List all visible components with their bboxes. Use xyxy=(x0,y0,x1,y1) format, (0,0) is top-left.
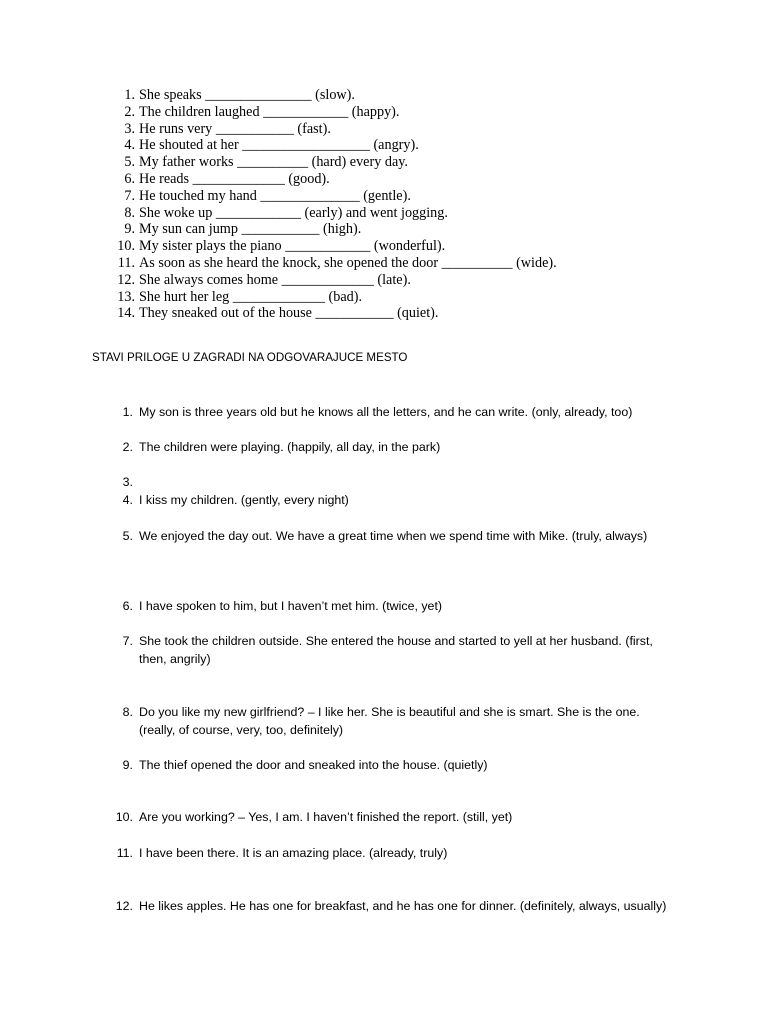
item-number: 6. xyxy=(124,170,135,187)
item-number: 1. xyxy=(124,87,135,103)
item-text: The children laughed ____________ (happy). xyxy=(139,103,400,120)
item-number: 10. xyxy=(117,238,135,255)
item-text: She hurt her leg _____________ (bad). xyxy=(139,288,363,305)
item-text: I kiss my children. (gently, every night) xyxy=(139,493,349,507)
item-number: 2. xyxy=(122,440,133,454)
item-text: She always comes home _____________ (late). xyxy=(139,271,411,288)
item-number: 8. xyxy=(124,204,135,221)
item-text: She speaks _______________ (slow). xyxy=(139,87,355,103)
item-number: 4. xyxy=(122,493,133,507)
item-number: 5. xyxy=(122,529,133,543)
item-text: Do you like my new girlfriend? – I like her. She is beautiful and she is smart. She is the one. (really, of course, very, too, definitely) xyxy=(139,705,640,737)
item-number: 9. xyxy=(122,758,133,772)
item-number: 4. xyxy=(124,137,135,154)
item-text: I have spoken to him, but I haven’t met him. (twice, yet) xyxy=(139,599,443,613)
item-number: 12. xyxy=(115,899,133,913)
item-number: 2. xyxy=(124,103,135,120)
item-text: He likes apples. He has one for breakfast, and he has one for dinner. (definitely, always, usually) xyxy=(139,899,667,913)
item-number: 1. xyxy=(122,405,133,419)
item-number: 14. xyxy=(117,305,135,322)
item-text: I have been there. It is an amazing place. (already, truly) xyxy=(139,846,448,860)
item-text: Are you working? – Yes, I am. I haven’t finished the report. (still, yet) xyxy=(139,810,513,824)
item-number: 5. xyxy=(124,154,135,171)
item-number: 10. xyxy=(115,810,133,824)
item-text: He touched my hand ______________ (gentle). xyxy=(139,187,411,204)
item-text: The thief opened the door and sneaked into the house. (quietly) xyxy=(139,758,488,772)
exercise-2-heading: STAVI PRILOGE U ZAGRADI NA ODGOVARAJUCE MESTO xyxy=(92,351,408,364)
item-text: My father works __________ (hard) every day. xyxy=(139,154,408,171)
item-number: 7. xyxy=(124,187,135,204)
item-text: My sun can jump ___________ (high). xyxy=(139,221,362,238)
item-number: 8. xyxy=(122,705,133,719)
item-text: She woke up ____________ (early) and went jogging. xyxy=(139,204,448,221)
item-text: He runs very ___________ (fast). xyxy=(139,120,331,137)
item-number: 11. xyxy=(117,254,135,271)
item-text: They sneaked out of the house ___________ (quiet). xyxy=(139,305,439,322)
item-text: As soon as she heard the knock, she opened the door __________ (wide). xyxy=(139,254,557,271)
item-number: 11. xyxy=(116,846,133,860)
item-text: The children were playing. (happily, all day, in the park) xyxy=(139,440,441,454)
item-number: 7. xyxy=(122,634,133,648)
item-number: 12. xyxy=(117,271,135,288)
item-text: My son is three years old but he knows all the letters, and he can write. (only, already, too) xyxy=(139,405,633,419)
item-number: 13. xyxy=(117,288,135,305)
item-text: She took the children outside. She entered the house and started to yell at her husband. (first, then, angrily) xyxy=(139,634,653,666)
item-number: 6. xyxy=(122,599,133,613)
item-number: 9. xyxy=(124,221,135,238)
item-text: He reads _____________ (good). xyxy=(139,170,330,187)
item-number: 3. xyxy=(122,475,133,489)
item-text: He shouted at her __________________ (angry). xyxy=(139,137,419,154)
item-number: 3. xyxy=(124,120,135,137)
item-text: My sister plays the piano ____________ (wonderful). xyxy=(139,238,446,255)
item-text: We enjoyed the day out. We have a great time when we spend time with Mike. (truly, always) xyxy=(139,529,648,543)
